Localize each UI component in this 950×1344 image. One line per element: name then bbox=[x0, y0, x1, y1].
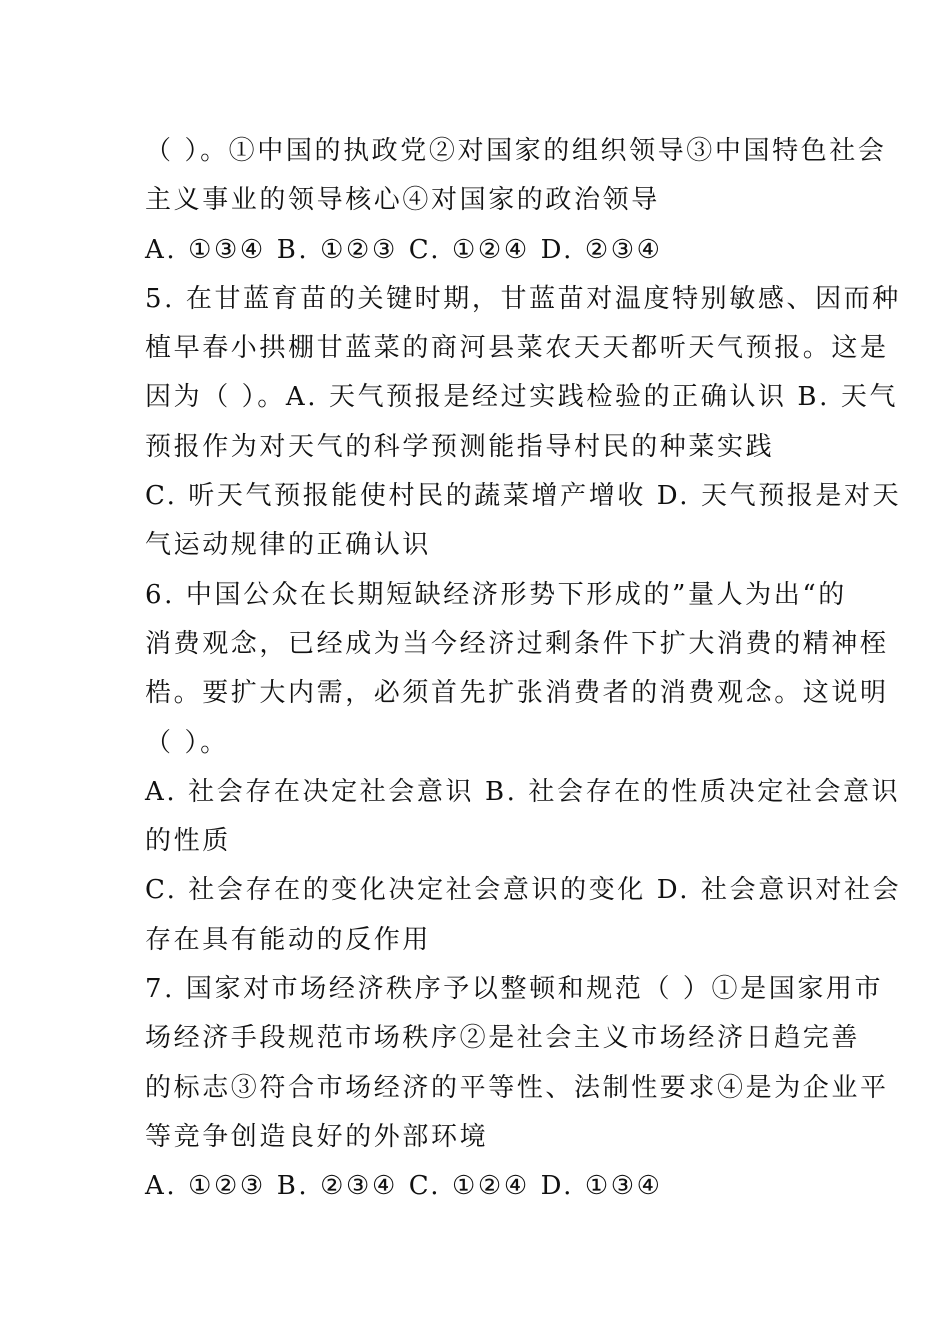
text-line: C. 听天气预报能使村民的蔬菜增产增收 D. 天气预报是对天 bbox=[145, 481, 902, 512]
text-line: 存在具有能动的反作用 bbox=[145, 924, 432, 955]
text-line: 因为（ ）。A. 天气预报是经过实践检验的正确认识 B. 天气 bbox=[145, 382, 899, 413]
text-line: 消费观念，已经成为当今经济过剩条件下扩大消费的精神桎 bbox=[145, 628, 889, 659]
text-line: 等竞争创造良好的外部环境 bbox=[145, 1121, 489, 1152]
document-text bbox=[145, 127, 902, 1212]
text-line: 预报作为对天气的科学预测能指导村民的种菜实践 bbox=[145, 431, 775, 462]
question-6: 6. 中国公众在长期短缺经济形势下形成的”量人为出“的 bbox=[145, 579, 847, 610]
question-5: 5. 在甘蓝育苗的关键时期，甘蓝苗对温度特别敏感、因而种 bbox=[145, 283, 901, 314]
text-line: 的标志③符合市场经济的平等性、法制性要求④是为企业平 bbox=[145, 1072, 889, 1103]
text-line: 场经济手段规范市场秩序②是社会主义市场经济日趋完善 bbox=[145, 1023, 861, 1054]
text-line: 的性质 bbox=[145, 826, 231, 857]
answer-options-q4: A. ①③④ B. ①②③ C. ①②④ D. ②③④ bbox=[145, 234, 663, 265]
answer-options-q7: A. ①②③ B. ②③④ C. ①②④ D. ①③④ bbox=[145, 1171, 663, 1202]
text-line: 主义事业的领导核心④对国家的政治领导 bbox=[145, 185, 660, 216]
question-7: 7. 国家对市场经济秩序予以整顿和规范（ ）①是国家用市 bbox=[145, 974, 884, 1005]
text-line: A. 社会存在决定社会意识 B. 社会存在的性质决定社会意识 bbox=[145, 776, 901, 807]
text-line: 梏。要扩大内需，必须首先扩张消费者的消费观念。这说明 bbox=[145, 678, 889, 709]
text-line: C. 社会存在的变化决定社会意识的变化 D. 社会意识对社会 bbox=[145, 875, 902, 906]
text-line: （ ）。 bbox=[145, 727, 229, 758]
text-line: （ ）。①中国的执政党②对国家的组织领导③中国特色社会 bbox=[145, 136, 887, 166]
text-line: 气运动规律的正确认识 bbox=[145, 530, 432, 561]
text-line: 植早春小拱棚甘蓝菜的商河县菜农天天都听天气预报。这是 bbox=[145, 333, 889, 364]
